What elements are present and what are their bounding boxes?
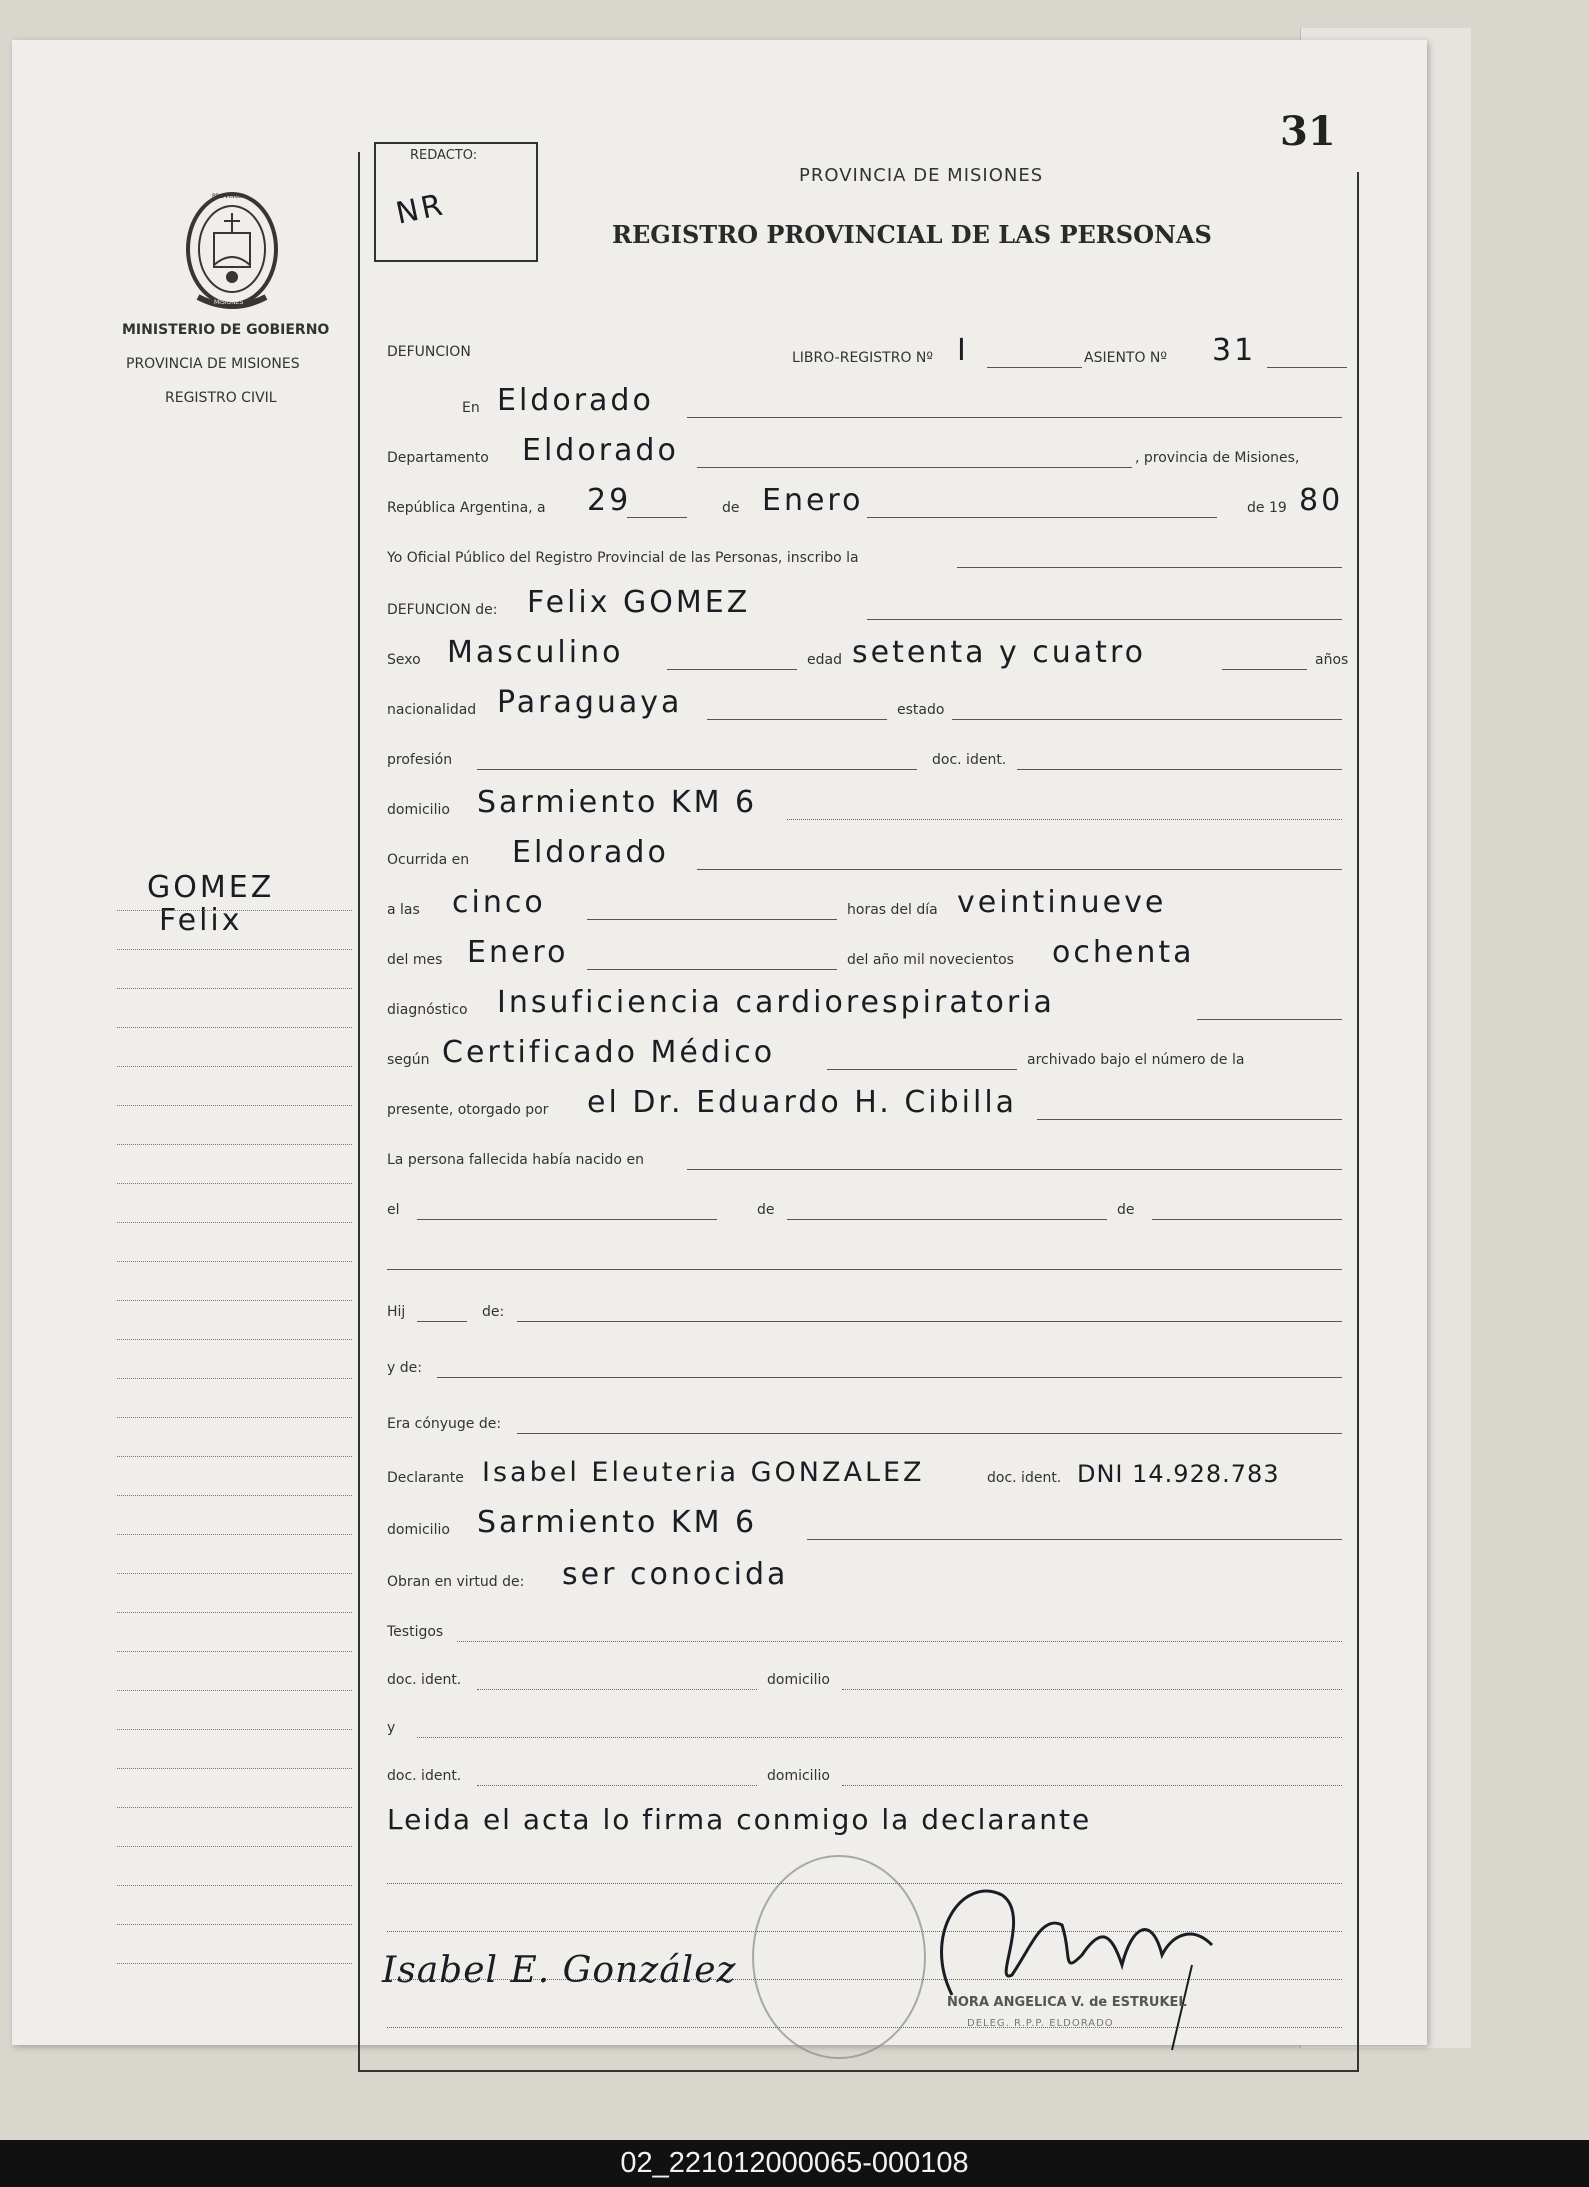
image-caption: 02_221012000065-000108	[0, 2140, 1589, 2187]
a-las-value: cinco	[452, 885, 546, 920]
obran-label: Obran en virtud de:	[387, 1574, 525, 1590]
republica-label: República Argentina, a	[387, 500, 546, 516]
row-sexo	[387, 632, 1347, 676]
margin-dotted-line	[117, 1417, 352, 1418]
row-hora	[387, 882, 1347, 926]
margin-dotted-line	[117, 1105, 352, 1106]
declarante-doc-label: doc. ident.	[987, 1470, 1062, 1486]
row-en	[387, 380, 1347, 424]
row-domicilio	[387, 782, 1347, 826]
del-anio-label: del año mil novecientos	[847, 952, 1014, 968]
oficial-text: Yo Oficial Público del Registro Provincial de las Personas, inscribo la	[387, 550, 859, 566]
provincia-suffix: , provincia de Misiones,	[1135, 450, 1300, 466]
en-value: Eldorado	[497, 383, 654, 418]
diagnostico-label: diagnóstico	[387, 1002, 468, 1018]
domicilio-label: domicilio	[387, 802, 450, 818]
archivado-label: archivado bajo el número de la	[1027, 1052, 1245, 1068]
document-page	[12, 40, 1427, 2045]
sexo-value: Masculino	[447, 635, 624, 670]
margin-dotted-line	[117, 1612, 352, 1613]
row-blank	[387, 1232, 1347, 1276]
doc-ident-label: doc. ident.	[932, 752, 1007, 768]
redacto-label: REDACTO:	[410, 148, 478, 163]
margin-dotted-line	[117, 1963, 352, 1964]
form-frame-right	[1357, 172, 1359, 2072]
testigo1-doc-label: doc. ident.	[387, 1672, 462, 1688]
row-presente	[387, 1082, 1347, 1126]
departamento-value: Eldorado	[522, 433, 679, 468]
official-stamp-sub: DELEG. R.P.P. ELDORADO	[967, 2018, 1114, 2029]
row-conyuge	[387, 1396, 1347, 1440]
margin-dotted-line	[117, 1261, 352, 1262]
margin-dotted-line	[117, 1807, 352, 1808]
row-segun	[387, 1032, 1347, 1076]
de-label: de	[722, 500, 740, 516]
ministry-seal	[178, 185, 286, 320]
nacionalidad-value: Paraguaya	[497, 685, 683, 720]
margin-name: Felix	[159, 903, 243, 938]
asiento-value: 31	[1212, 333, 1257, 368]
row-fecha-nac	[387, 1182, 1347, 1226]
de-label-2: de	[757, 1202, 775, 1218]
header-province: PROVINCIA DE MISIONES	[799, 165, 1044, 186]
header-registry: REGISTRO PROVINCIAL DE LAS PERSONAS	[612, 220, 1212, 249]
margin-dotted-line	[117, 1378, 352, 1379]
row-testigo2-doc	[387, 1748, 1347, 1792]
row-decl-domicilio	[387, 1502, 1347, 1546]
defuncion-de-value: Felix GOMEZ	[527, 585, 751, 620]
declarante-label: Declarante	[387, 1470, 464, 1486]
margin-dotted-line	[117, 1144, 352, 1145]
edad-value: setenta y cuatro	[852, 635, 1146, 670]
el-label: el	[387, 1202, 400, 1218]
official-seal-stamp	[752, 1855, 926, 2059]
row-nacido	[387, 1132, 1347, 1176]
edad-label: edad	[807, 652, 842, 668]
departamento-label: Departamento	[387, 450, 489, 466]
declarante-signature: Isabel E. González	[382, 1950, 737, 1991]
anio-value: 80	[1299, 483, 1344, 518]
de-label-3: de	[1117, 1202, 1135, 1218]
form-frame-bottom	[358, 2070, 1358, 2072]
anos-label: años	[1315, 652, 1349, 668]
margin-dotted-line	[117, 1885, 352, 1886]
row-ocurrida	[387, 832, 1347, 876]
margin-dotted-line	[117, 988, 352, 989]
testigo2-dom-label: domicilio	[767, 1768, 830, 1784]
obran-value: ser conocida	[562, 1557, 789, 1592]
margin-dotted-line	[117, 1222, 352, 1223]
row-y-de	[387, 1340, 1347, 1384]
en-label: En	[462, 400, 480, 416]
horas-label: horas del día	[847, 902, 938, 918]
margin-dotted-line	[117, 1846, 352, 1847]
declarante-doc-value: DNI 14.928.783	[1077, 1460, 1280, 1488]
mes-value: Enero	[762, 483, 864, 518]
de19-label: de 19	[1247, 500, 1287, 516]
row-libro	[387, 330, 1347, 374]
sexo-label: Sexo	[387, 652, 421, 668]
row-testigo1-doc	[387, 1652, 1347, 1696]
decl-domicilio-label: domicilio	[387, 1522, 450, 1538]
page-number: 31	[1280, 108, 1336, 155]
row-nacionalidad	[387, 682, 1347, 726]
defuncion-de-label: DEFUNCION de:	[387, 602, 498, 618]
presente-label: presente, otorgado por	[387, 1102, 549, 1118]
act-type-label: DEFUNCION	[387, 344, 471, 360]
hij-de-label: de:	[482, 1304, 505, 1320]
profesion-label: profesión	[387, 752, 453, 768]
margin-dotted-line	[117, 1729, 352, 1730]
del-anio-value: ochenta	[1052, 935, 1195, 970]
margin-dotted-line	[117, 1066, 352, 1067]
row-fecha	[387, 480, 1347, 524]
libro-label: LIBRO-REGISTRO Nº	[792, 350, 933, 366]
row-closing	[387, 1798, 1347, 1842]
row-declarante	[387, 1450, 1347, 1494]
margin-dotted-line	[117, 1924, 352, 1925]
asiento-label: ASIENTO Nº	[1084, 350, 1168, 366]
row-defuncion-de	[387, 582, 1347, 626]
ministry-line1: MINISTERIO DE GOBIERNO	[122, 322, 330, 338]
redacto-value: NR	[392, 187, 449, 232]
y-de-label: y de:	[387, 1360, 422, 1376]
y-label: y	[387, 1720, 396, 1736]
diagnostico-value: Insuficiencia cardiorespiratoria	[497, 985, 1055, 1020]
del-mes-value: Enero	[467, 935, 569, 970]
margin-dotted-line	[117, 1495, 352, 1496]
segun-label: según	[387, 1052, 430, 1068]
margin-dotted-line	[117, 1300, 352, 1301]
nacionalidad-label: nacionalidad	[387, 702, 477, 718]
redacto-box	[374, 142, 538, 262]
seal-text-bottom: MISIONES	[214, 299, 244, 306]
declarante-value: Isabel Eleuteria GONZALEZ	[482, 1457, 925, 1488]
hij-label: Hij	[387, 1304, 406, 1320]
margin-dotted-line	[117, 910, 352, 911]
estado-label: estado	[897, 702, 945, 718]
row-y	[387, 1700, 1347, 1744]
form-frame-left	[358, 152, 360, 2072]
del-mes-label: del mes	[387, 952, 443, 968]
a-las-label: a las	[387, 902, 420, 918]
closing-text: Leida el acta lo firma conmigo la declarante	[387, 1803, 1092, 1836]
nacido-label: La persona fallecida había nacido en	[387, 1152, 644, 1168]
testigos-label: Testigos	[387, 1624, 444, 1640]
row-oficial	[387, 530, 1347, 574]
row-departamento	[387, 430, 1347, 474]
ministry-line2: PROVINCIA DE MISIONES	[126, 356, 300, 372]
row-obran	[387, 1554, 1347, 1598]
row-hij	[387, 1284, 1347, 1328]
margin-dotted-line	[117, 1651, 352, 1652]
libro-value: I	[957, 333, 969, 368]
seal-text-top: PROVINCIA	[212, 193, 245, 200]
margin-dotted-line	[117, 1690, 352, 1691]
domicilio-value: Sarmiento KM 6	[477, 785, 758, 820]
margin-dotted-line	[117, 1768, 352, 1769]
testigo2-doc-label: doc. ident.	[387, 1768, 462, 1784]
margin-dotted-line	[117, 1534, 352, 1535]
margin-dotted-line	[117, 1339, 352, 1340]
horas-value: veintinueve	[957, 885, 1167, 920]
margin-surname: GOMEZ	[147, 870, 275, 905]
row-diagnostico	[387, 982, 1347, 1026]
official-stamp-name: NORA ANGELICA V. de ESTRUKEL	[947, 1995, 1187, 2010]
margin-dotted-line	[117, 1027, 352, 1028]
margin-notes-column	[117, 870, 352, 2030]
decl-domicilio-value: Sarmiento KM 6	[477, 1505, 758, 1540]
margin-dotted-line	[117, 1456, 352, 1457]
conyuge-label: Era cónyuge de:	[387, 1416, 502, 1432]
margin-dotted-line	[117, 1573, 352, 1574]
margin-dotted-line	[117, 949, 352, 950]
ministry-line3: REGISTRO CIVIL	[165, 390, 277, 406]
margin-dotted-line	[117, 1183, 352, 1184]
row-mes	[387, 932, 1347, 976]
presente-value: el Dr. Eduardo H. Cibilla	[587, 1085, 1018, 1120]
dia-value: 29	[587, 483, 632, 518]
segun-value: Certificado Médico	[442, 1035, 776, 1070]
ocurrida-label: Ocurrida en	[387, 852, 470, 868]
row-testigos	[387, 1604, 1347, 1648]
testigo1-dom-label: domicilio	[767, 1672, 830, 1688]
row-profesion	[387, 732, 1347, 776]
ocurrida-value: Eldorado	[512, 835, 669, 870]
